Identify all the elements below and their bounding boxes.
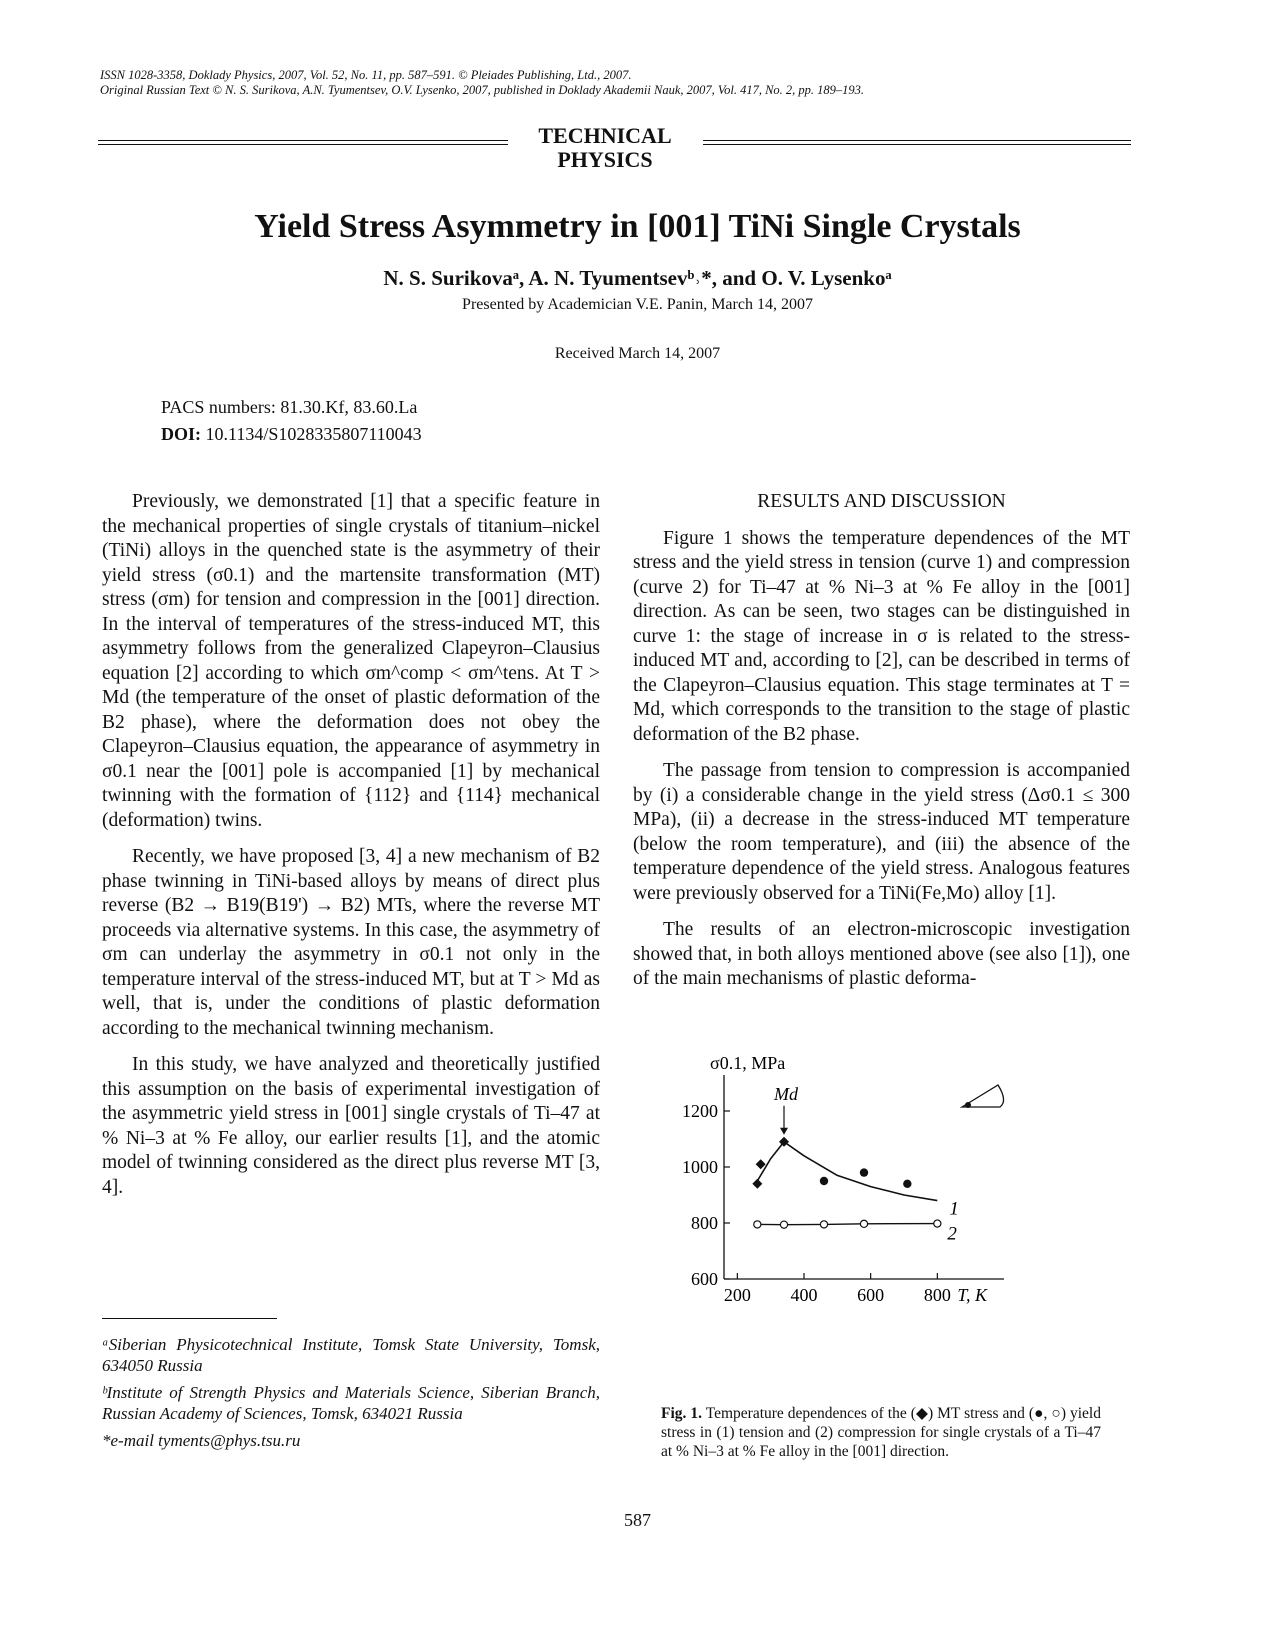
data-point-open-circle [754,1221,761,1228]
y-tick-label: 1200 [682,1101,718,1121]
data-point-open-circle [820,1221,827,1228]
article-title: Yield Stress Asymmetry in [001] TiNi Single Crystals [254,208,1021,245]
paragraph: In this study, we have analyzed and theoretically justified this assumption on the basis of experimental investigation of the asymmetric yield stress in [001] single crystals of Ti–47 at % Ni–3 at % Fe alloy, our earlier results [1], and the atomic model of twinning considered as the direct plus reverse MT [3, 4]. [102,1054,600,1198]
series-line-1 [757,1142,937,1201]
paragraph: Figure 1 shows the temperature dependences of the MT stress and the yield stress in tension (curve 1) and compression (curve 2) for Ti–47 at % Ni–3 at % Fe alloy in the [001] direction. As can be seen, two stages can be distinguished in curve 1: the stage of increase in σ is related to the stress-induced MT and, according to [2], can be described in terms of the Clapeyron–Clausius equation. This stage terminates at T = Md, which corresponds to the transition to the stage of plastic deformation of the B2 phase. [633,527,1130,745]
annotation-arrowhead [780,1128,788,1135]
data-point-open-circle [934,1220,941,1227]
footnotes [102,1334,600,1457]
orientation-point-icon [965,1102,971,1108]
data-point-filled-circle [820,1177,828,1185]
data-point-open-circle [780,1221,787,1228]
series-label-2: 2 [947,1223,957,1245]
presented-by: Presented by Academician V.E. Panin, March 14, 2007 [462,296,813,313]
series-label-1: 1 [949,1198,959,1220]
paragraph: Recently, we have proposed [3, 4] a new mechanism of B2 phase twinning in TiNi-based alloys by means of direct plus reverse (B2 → B19(B19') → B2) MTs, where the reverse MT proceeds via alternative systems. In this case, the asymmetry of σm can underlay the asymmetry in σ0.1 not only in the temperature interval of the stress-induced MT, but at T > Md as well, that is, under the conditions of plastic deformation according to the mechanical twinning mechanism. [102,846,600,1039]
y-tick-label: 800 [691,1213,718,1233]
paragraph: Previously, we demonstrated [1] that a specific feature in the mechanical properties of single crystals of titanium–nickel (TiNi) alloys in the quenched state is the asymmetry of their yield stress (σ0.1) and the martensite transformation (MT) stress (σm) for tension and compression in the [001] direction. In the interval of temperatures of the stress-induced MT, this asymmetry follows from the generalized Clapeyron–Clausius equation [2] according to which σm^comp < σm^tens. At T > Md (the temperature of the onset of plastic deformation of the B2 phase), where the deformation does not obey the Clapeyron–Clausius equation, the appearance of asymmetry in σ0.1 near the [001] pole is accompanied [1] by mechanical twinning with the formation of {112} and {114} mechanical (deformation) twins. [102,491,600,831]
left-column [102,490,600,1212]
section-heading-line1: TECHNICAL [538,123,672,148]
x-tick-label: 600 [857,1285,885,1305]
section-heading-line2: PHYSICS [557,147,653,172]
doi-label: DOI: [161,424,201,444]
journal-header [100,68,1180,98]
section-heading [505,124,705,172]
figure-caption [661,1404,1101,1461]
footnote-email: *e-mail tyments@phys.tsu.ru [102,1431,301,1450]
annotation-md: Md [774,1083,798,1104]
doi [161,424,422,445]
footnote-a: ᵃSiberian Physicotechnical Institute, Tomsk State University, Tomsk, 634050 Russia [102,1335,600,1375]
issn-line: ISSN 1028-3358, Doklady Physics, 2007, Vol. 52, No. 11, pp. 587–591. © Pleiades Publishing, Ltd., 2007. [100,68,632,82]
data-point-filled-circle [903,1180,911,1188]
data-point-diamond [756,1159,766,1169]
paragraph: The passage from tension to compression is accompanied by (i) a considerable change in the yield stress (Δσ0.1 ≤ 300 MPa), (ii) a decrease in the stress-induced MT temperature (below the room temperature), and (iii) the absence of the temperature dependence of the yield stress. Analogous features were previously observed for a TiNi(Fe,Mo) alloy [1]. [633,760,1130,904]
footnote-b: ᵇInstitute of Strength Physics and Materials Science, Siberian Branch, Russian Academy of Sciences, Tomsk, 634021 Russia [102,1383,600,1423]
received-date: Received March 14, 2007 [554,345,721,362]
right-column [633,490,1130,1004]
y-tick-label: 600 [691,1269,718,1289]
data-point-filled-circle [860,1168,868,1176]
doi-value: 10.1134/S1028335807110043 [205,424,422,444]
page-number: 587 [624,1510,651,1530]
x-tick-label: 200 [723,1285,751,1305]
y-axis-label: σ0.1, MPa [710,1055,786,1073]
x-tick-label: 800 [923,1285,951,1305]
figure-1-chart [680,1055,1100,1355]
footnote-rule [102,1318,277,1319]
y-tick-label: 1000 [682,1157,718,1177]
article-authors: N. S. Surikovaᵃ, A. N. Tyumentsevᵇ˒*, and O. V. Lysenkoᵃ [383,266,892,290]
caption-text: Temperature dependences of the (◆) MT stress and (●, ○) yield stress in (1) tension and (2) compression for single crystals of a Ti–47 at % Ni–3 at % Fe alloy in the [001] direction. [661,1405,1101,1460]
x-axis-label: T, K [957,1285,988,1305]
paragraph: The results of an electron-microscopic investigation showed that, in both alloys mentioned above (see also [1]), one of the main mechanisms of plastic deforma- [633,919,1130,989]
section-rule-left [98,140,508,145]
original-text-line: Original Russian Text © N. S. Surikova, A.N. Tyumentsev, O.V. Lysenko, 2007, published in Doklady Akademii Nauk, 2007, Vol. 417, No. 2, pp. 189–193. [100,83,865,97]
caption-label: Fig. 1. [661,1405,702,1422]
x-tick-label: 400 [790,1285,818,1305]
results-heading: RESULTS AND DISCUSSION [757,491,1006,512]
pacs-numbers: PACS numbers: 81.30.Kf, 83.60.La [161,397,418,417]
data-point-open-circle [860,1220,867,1227]
section-rule-right [703,140,1131,145]
